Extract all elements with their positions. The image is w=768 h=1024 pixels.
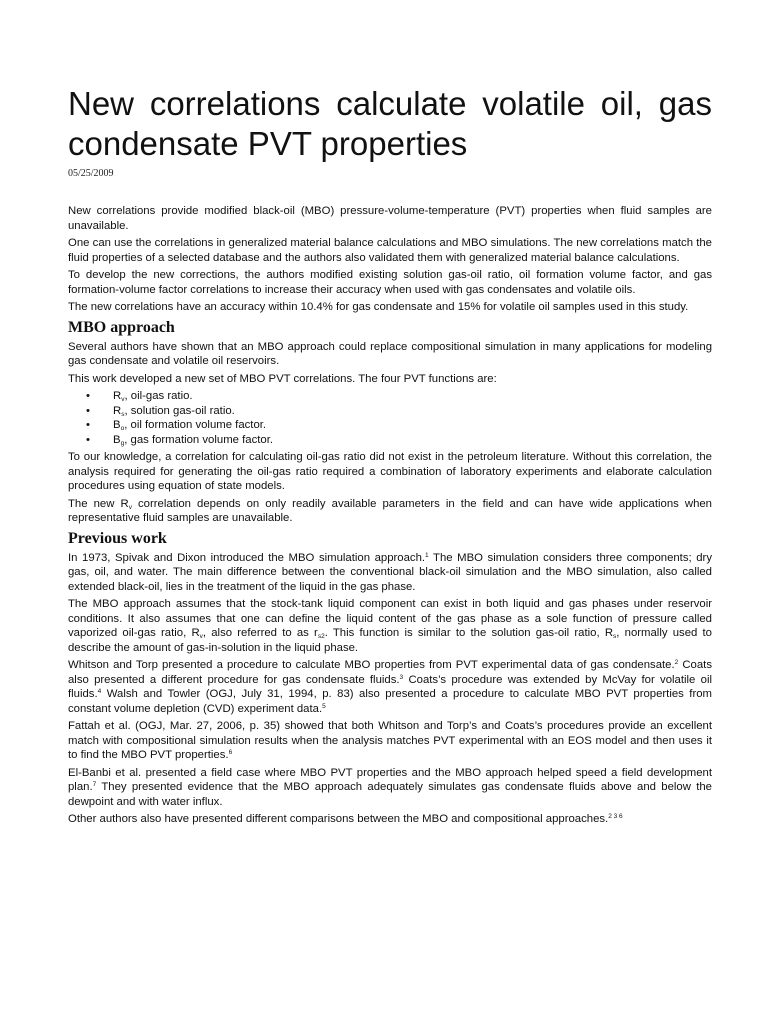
previous-paragraph-5 bbox=[68, 766, 712, 810]
bullet-icon: • bbox=[86, 404, 90, 417]
previous-paragraph-4 bbox=[68, 719, 712, 763]
intro-paragraph-1: New correlations provide modified black-oil (MBO) pressure-volume-temperature (PVT) properties when fluid samples are unavailable. bbox=[68, 205, 712, 232]
subscript: s bbox=[613, 633, 617, 640]
text-run: Other authors also have presented different comparisons between the MBO and compositional approaches. bbox=[68, 813, 609, 825]
previous-paragraph-3 bbox=[68, 658, 712, 716]
mbo-paragraph-2: This work developed a new set of MBO PVT correlations. The four PVT functions are: bbox=[68, 372, 497, 385]
list-item bbox=[86, 433, 712, 448]
text-run: Coats’s procedure was extended by McVay for volatile oil fluids. bbox=[68, 673, 712, 700]
subscript: v bbox=[199, 633, 203, 640]
previous-paragraph-1 bbox=[68, 551, 712, 595]
bullet-icon: • bbox=[86, 390, 90, 402]
list-item bbox=[86, 404, 712, 419]
symbol: R bbox=[113, 390, 122, 402]
footnote-ref: 3 bbox=[399, 673, 404, 681]
publish-date: 05/25/2009 bbox=[68, 168, 114, 179]
text-run: The MBO simulation considers three components; dry gas, oil, and water. The main difference between the conventional black-oil simulation and the MBO simulation, also called extended black-oil, lies in the treatment of the liquid in the gas phase. bbox=[68, 551, 712, 593]
section-heading-previous-work: Previous work bbox=[68, 529, 167, 547]
text-run: Walsh and Towler (OGJ, July 31, 1994, p. 83) also presented a procedure to calculate MBO PVT properties from constant volume depletion (CVD) experiment data. bbox=[68, 688, 712, 715]
subscript: s2 bbox=[317, 633, 325, 640]
symbol: B bbox=[113, 433, 121, 446]
subscript: o bbox=[120, 425, 125, 432]
list-item bbox=[86, 389, 712, 404]
list-item-text: , gas formation volume factor. bbox=[124, 433, 274, 446]
text-run: The new R bbox=[68, 497, 129, 510]
subscript: v bbox=[121, 396, 125, 403]
text-run: , also referred to as r bbox=[202, 627, 318, 639]
text-run: El-Banbi et al. presented a field case where MBO PVT properties and the MBO approach helped speed a field development plan. bbox=[68, 766, 712, 793]
list-item-text: , solution gas-oil ratio. bbox=[124, 404, 235, 417]
article-body bbox=[68, 204, 712, 827]
bullet-icon: • bbox=[86, 419, 90, 431]
subscript: s bbox=[121, 410, 125, 418]
footnote-ref: 2 bbox=[674, 659, 679, 666]
text-run: In 1973, Spivak and Dixon introduced the MBO simulation approach. bbox=[68, 551, 426, 564]
symbol: R bbox=[113, 404, 122, 417]
mbo-paragraph-3: To our knowledge, a correlation for calculating oil-gas ratio did not exist in the petroleum literature. Without this correlation, the analysis required for generating the oil-gas ratio required a combination of laboratory experiments and elaborate calculation procedures using equation of state models. bbox=[68, 451, 712, 492]
footnote-ref: 5 bbox=[322, 702, 326, 710]
subscript: v bbox=[128, 503, 132, 511]
list-item-text: , oil formation volume factor. bbox=[124, 419, 267, 431]
text-run: Coats also presented a different procedure for gas condensate fluids. bbox=[68, 659, 712, 686]
intro-paragraph-3: To develop the new corrections, the authors modified existing solution gas-oil ratio, oil formation volume factor, and gas formation-volume factor correlations to increase their accuracy when used with gas condensates and volatile oils. bbox=[68, 269, 712, 296]
text-run: They presented evidence that the MBO approach adequately simulates gas condensate fluids above and below the dewpoint and with water influx. bbox=[68, 781, 712, 808]
symbol: B bbox=[113, 419, 121, 431]
subscript: g bbox=[120, 439, 125, 447]
intro-paragraph-2: One can use the correlations in generalized material balance calculations and MBO simulations. The new correlations match the fluid properties of a selected database and the authors also validated them with generalized material balance calculations. bbox=[68, 237, 712, 264]
text-run: The MBO approach assumes that the stock-tank liquid component can exist in both liquid and gas phases under reservoir conditions. It also assumes that one can define the liquid content of the gas phase as a sole function of pressure called vaporized oil-gas ratio, R bbox=[68, 598, 712, 639]
text-run: , normally used to describe the amount of gas-in-solution in the liquid phase. bbox=[68, 627, 712, 654]
text-run: Fattah et al. (OGJ, Mar. 27, 2006, p. 35) showed that both Whitson and Torp’s and Coats’s procedures provide an excellent match with compositional simulation results when the analysis matches PVT experimental with an EOS model and then uses it to find the MBO PVT properties. bbox=[68, 720, 712, 761]
article-title: New correlations calculate volatile oil, gas condensate PVT properties bbox=[68, 85, 712, 162]
list-item-text: , oil-gas ratio. bbox=[124, 390, 193, 402]
footnote-ref: 4 bbox=[97, 688, 102, 695]
previous-paragraph-2 bbox=[68, 597, 712, 655]
text-run: correlation depends on only readily available parameters in the field and can have wide applications when representative fluid samples are unavailable. bbox=[68, 497, 712, 524]
mbo-paragraph-4 bbox=[68, 497, 712, 526]
footnote-ref: 1 bbox=[425, 551, 429, 559]
intro-paragraph-4: The new correlations have an accuracy within 10.4% for gas condensate and 15% for volatile oil samples used in this study. bbox=[68, 301, 689, 313]
article bbox=[68, 84, 712, 830]
list-item bbox=[86, 418, 712, 433]
footnote-ref: 7 bbox=[92, 781, 97, 788]
text-run: Whitson and Torp presented a procedure to calculate MBO properties from PVT experimental data of gas condensate. bbox=[68, 659, 675, 671]
pvt-function-list bbox=[68, 389, 712, 447]
mbo-paragraph-1: Several authors have shown that an MBO approach could replace compositional simulation in many applications for modeling gas condensate and volatile oil reservoirs. bbox=[68, 340, 712, 367]
footnote-ref: 2 3 6 bbox=[608, 813, 623, 820]
bullet-icon: • bbox=[86, 433, 90, 446]
previous-paragraph-6 bbox=[68, 812, 712, 827]
text-run: . This function is similar to the solution gas-oil ratio, R bbox=[324, 627, 614, 639]
footnote-ref: 6 bbox=[228, 749, 233, 756]
section-heading-mbo: MBO approach bbox=[68, 318, 175, 336]
